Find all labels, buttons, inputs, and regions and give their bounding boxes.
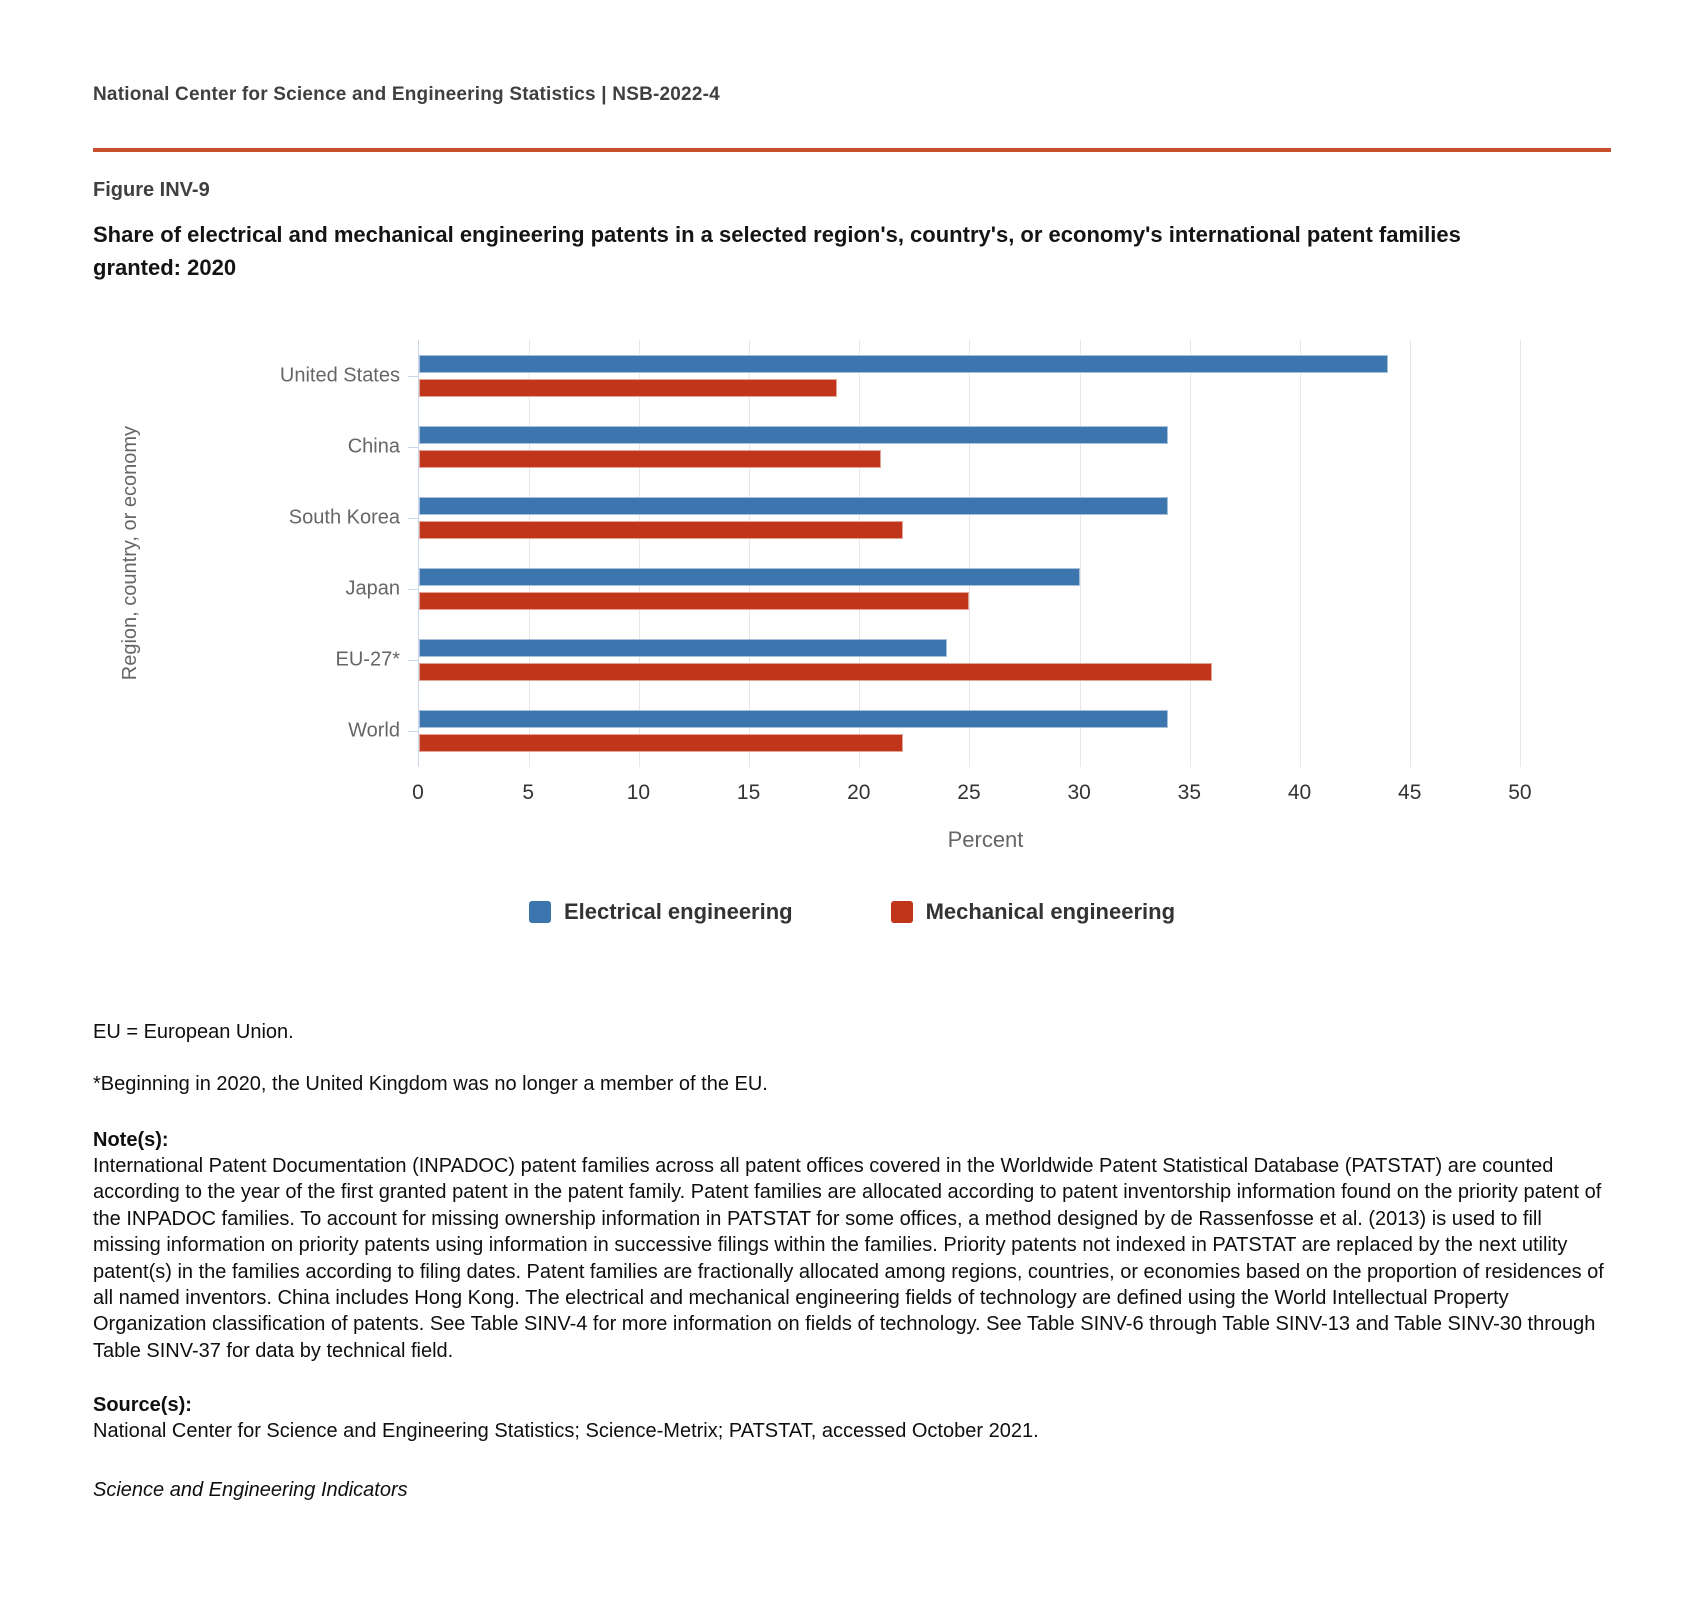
gridline-15 bbox=[749, 340, 750, 767]
gridline-50 bbox=[1520, 340, 1521, 767]
category-tickmark-japan bbox=[408, 589, 419, 590]
bar-electrical-japan bbox=[419, 568, 1080, 586]
legend-item-electrical-engineering bbox=[529, 899, 793, 925]
bar-mechanical-united-states bbox=[419, 379, 837, 397]
notes-label: Note(s): bbox=[93, 1129, 169, 1151]
gridline-45 bbox=[1410, 340, 1411, 767]
chart-legend bbox=[93, 899, 1611, 925]
gridline-10 bbox=[639, 340, 640, 767]
x-axis-title: Percent bbox=[947, 827, 1024, 852]
legend-swatch-mechanical-engineering bbox=[891, 901, 913, 923]
x-tick-label-50: 50 bbox=[1508, 781, 1532, 804]
category-label-eu-27: EU-27* bbox=[335, 648, 400, 671]
category-label-world: World bbox=[348, 719, 400, 742]
figure-title: Share of electrical and mechanical engineering patents in a selected region's, country's, or economy's international patent families granted: 2020 bbox=[93, 222, 1461, 280]
y-axis-title-column bbox=[93, 340, 168, 767]
asterisk-note: *Beginning in 2020, the United Kingdom was no longer a member of the EU. bbox=[93, 1073, 768, 1095]
gridline-5 bbox=[529, 340, 530, 767]
bar-mechanical-eu-27 bbox=[419, 663, 1212, 681]
eu-abbreviation-note: EU = European Union. bbox=[93, 1021, 294, 1043]
x-tick-label-5: 5 bbox=[522, 781, 535, 804]
bar-mechanical-south-korea bbox=[419, 521, 903, 539]
x-tick-label-10: 10 bbox=[626, 781, 651, 804]
x-tick-label-30: 30 bbox=[1067, 781, 1091, 804]
plot-area bbox=[418, 340, 1553, 767]
x-tick-label-20: 20 bbox=[847, 781, 871, 804]
sources-text: National Center for Science and Engineering Statistics; Science-Metrix; PATSTAT, accessed October 2021. bbox=[93, 1420, 1039, 1443]
bar-electrical-china bbox=[419, 426, 1168, 444]
bar-electrical-eu-27 bbox=[419, 639, 947, 657]
notes-text: International Patent Documentation (INPADOC) patent families across all patent offices covered in the Worldwide Patent Statistical Database (PATSTAT) are counted according to the year of the first granted patent in the patent family. Patent families are allocated according to patent inventorship information found on the priority patent of the INPADOC families. To account for missing ownership information in PATSTAT for some offices, a method designed by de Rassenfosse et al. (2013) is used to fill missing information on priority patents using information in successive filings within the families. Priority patents not indexed in PATSTAT are replaced by the next utility patent(s) in the families according to filing dates. Patent families are fractionally allocated among regions, countries, or economies based on the proportion of residences of all named inventors. China includes Hong Kong. The electrical and mechanical engineering fields of technology are defined using the World Intellectual Property Organization classification of patents. See Table SINV-4 for more information on fields of technology. See Table SINV-6 through Table SINV-13 and Table SINV-30 through Table SINV-37 for data by technical field. bbox=[93, 1155, 1604, 1362]
category-axis bbox=[168, 340, 418, 767]
gridline-20 bbox=[859, 340, 860, 767]
footnotes bbox=[93, 1019, 1611, 1503]
category-tickmark-world bbox=[408, 731, 419, 732]
x-tick-label-0: 0 bbox=[412, 781, 424, 804]
legend-item-mechanical-engineering bbox=[891, 899, 1175, 925]
legend-swatch-electrical-engineering bbox=[529, 901, 551, 923]
category-label-south-korea: South Korea bbox=[288, 506, 400, 529]
figure-label: Figure INV-9 bbox=[93, 179, 210, 201]
x-axis-ticks bbox=[412, 767, 1553, 805]
category-label-japan: Japan bbox=[345, 577, 400, 600]
bar-electrical-world bbox=[419, 710, 1168, 728]
x-tick-label-40: 40 bbox=[1287, 781, 1312, 804]
spacer bbox=[93, 767, 168, 805]
category-tickmark-china bbox=[408, 447, 419, 448]
bar-electrical-united-states bbox=[419, 355, 1388, 373]
x-tick-label-35: 35 bbox=[1177, 781, 1202, 804]
spacer bbox=[168, 805, 418, 853]
spacer bbox=[93, 805, 168, 853]
x-tick-label-45: 45 bbox=[1398, 781, 1422, 804]
category-label-united-states: United States bbox=[279, 364, 400, 387]
category-tickmark-united-states bbox=[408, 376, 419, 377]
gridline-30 bbox=[1080, 340, 1081, 767]
spacer bbox=[168, 767, 418, 805]
header-rule bbox=[93, 148, 1611, 152]
sources-label: Source(s): bbox=[93, 1394, 192, 1417]
gridline-35 bbox=[1190, 340, 1191, 767]
y-axis-title: Region, country, or economy bbox=[119, 426, 141, 681]
x-tick-label-15: 15 bbox=[736, 781, 761, 804]
gridline-25 bbox=[969, 340, 970, 767]
category-tickmark-south-korea bbox=[408, 518, 419, 519]
gridline-40 bbox=[1300, 340, 1301, 767]
chart-grid bbox=[93, 340, 1611, 853]
legend-label: Electrical engineering bbox=[563, 899, 793, 924]
category-label-china: China bbox=[347, 435, 400, 458]
bar-mechanical-world bbox=[419, 734, 903, 752]
bar-mechanical-china bbox=[419, 450, 881, 468]
bar-chart bbox=[93, 340, 1611, 925]
category-tickmark-eu-27 bbox=[408, 660, 419, 661]
legend-label: Mechanical engineering bbox=[925, 899, 1176, 924]
document-header: National Center for Science and Engineering Statistics | NSB-2022-4 bbox=[93, 84, 720, 105]
publication-title: Science and Engineering Indicators bbox=[93, 1478, 408, 1501]
bar-mechanical-japan bbox=[419, 592, 969, 610]
bar-electrical-south-korea bbox=[419, 497, 1168, 515]
x-tick-label-25: 25 bbox=[957, 781, 981, 804]
